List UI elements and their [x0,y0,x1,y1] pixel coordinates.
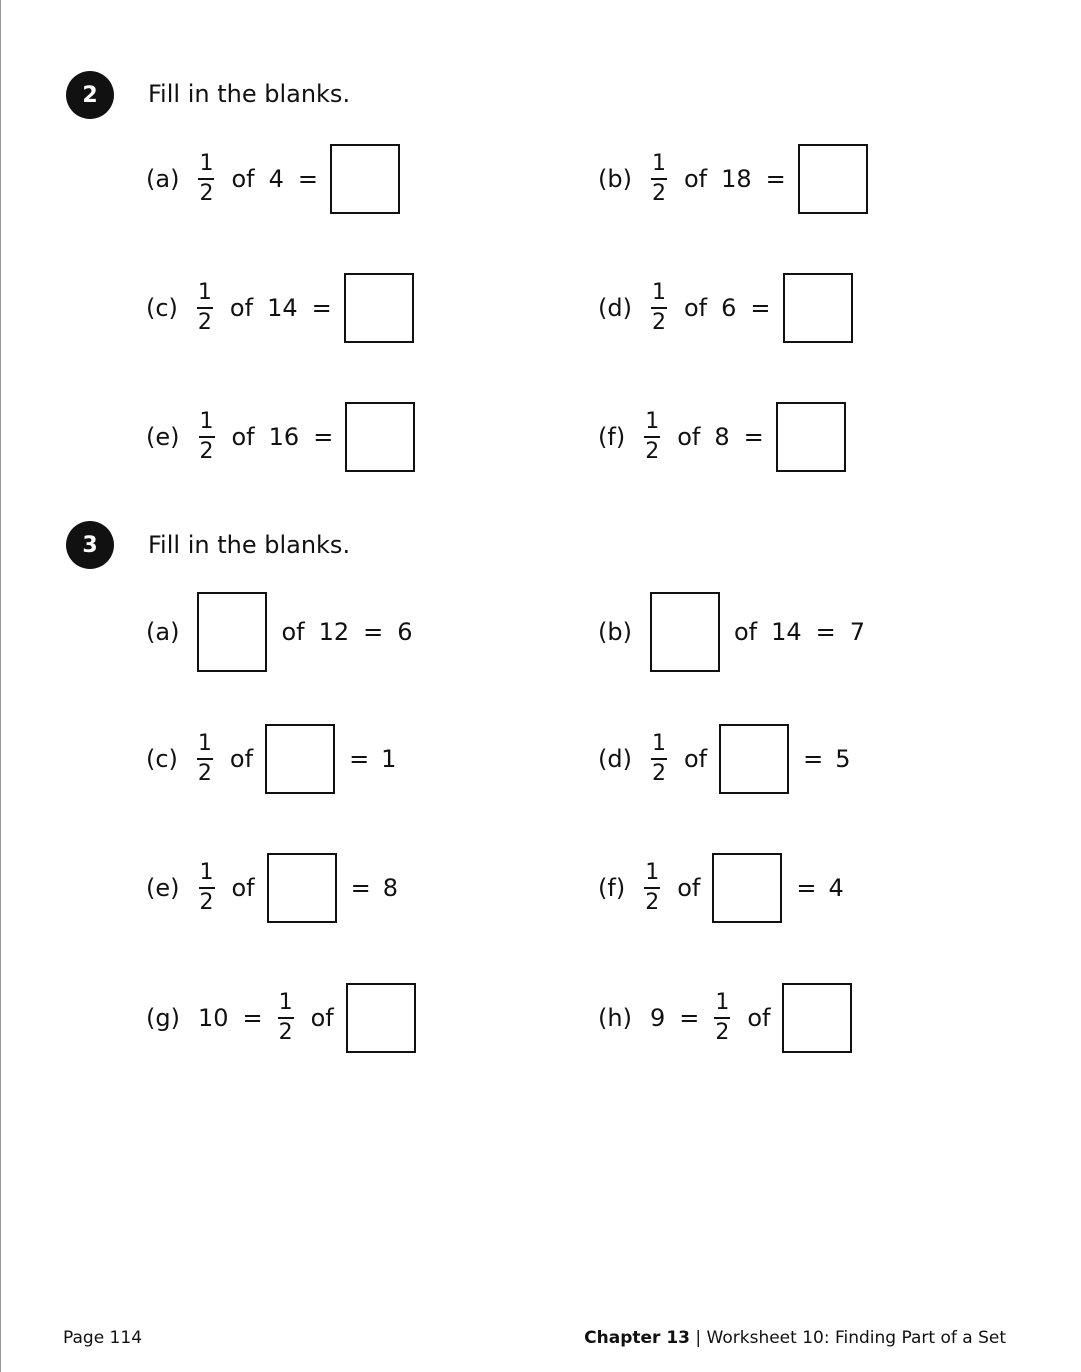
q2-item-f [598,397,846,477]
of-word: of [747,1004,771,1032]
q2-item-e [146,397,415,477]
item-label: (d) [598,294,632,322]
operand-value: 6 [721,294,737,322]
chapter-footer [584,1328,1006,1348]
item-label: (f) [598,423,626,451]
fraction-denominator: 2 [197,310,212,335]
equals-sign: = [815,618,836,646]
fraction-bar [278,1017,294,1019]
of-word: of [677,874,701,902]
q2-item-a [146,139,400,219]
result-value: 1 [381,745,397,773]
item-label: (e) [146,874,180,902]
equals-sign: = [363,618,384,646]
fraction-one-half [650,732,668,786]
worksheet-title: Worksheet 10: Finding Part of a Set [706,1328,1006,1348]
result-value: 8 [382,874,399,902]
fraction-bar [197,307,213,309]
item-label: (a) [146,618,180,646]
fraction-bar [651,178,667,180]
answer-box[interactable] [330,144,400,214]
answer-box[interactable] [719,724,789,794]
question-2-number-badge [66,71,114,119]
fraction-denominator: 2 [199,181,214,206]
equals-sign: = [765,165,786,193]
fraction-one-half [196,281,214,335]
item-label: (c) [146,745,178,773]
operand-value: 12 [318,618,350,646]
operand-value: 8 [714,423,730,451]
equals-sign: = [242,1004,263,1032]
fraction-bar [644,436,660,438]
lhs-value: 10 [197,1004,229,1032]
answer-box[interactable] [776,402,846,472]
result-value: 5 [835,745,851,773]
chapter-label: Chapter 13 [584,1328,690,1348]
fraction-bar [197,758,213,760]
fraction-bar [199,436,215,438]
question-3-number-badge [66,521,114,569]
fraction-bar [199,887,215,889]
fraction-numerator: 1 [278,990,293,1015]
answer-box[interactable] [197,592,267,672]
fraction-one-half [198,861,216,915]
of-word: of [231,423,255,451]
fraction-numerator: 1 [651,731,666,756]
fraction-denominator: 2 [645,890,660,915]
item-label: (e) [146,423,180,451]
item-label: (d) [598,745,632,773]
question-number: 3 [82,532,98,558]
equals-sign: = [297,165,318,193]
fraction-denominator: 2 [651,310,666,335]
item-label: (a) [146,165,180,193]
of-word: of [733,618,758,646]
result-value: 7 [849,618,866,646]
of-word: of [683,294,708,322]
answer-box[interactable] [265,724,335,794]
operand-value: 4 [268,165,284,193]
question-3-instruction: Fill in the blanks. [148,531,351,559]
equals-sign: = [803,745,824,773]
fraction-numerator: 1 [645,860,660,885]
fraction-numerator: 1 [199,409,214,434]
q3-item-e [146,848,398,928]
fraction-numerator: 1 [199,860,214,885]
equals-sign: = [750,294,771,322]
fraction-numerator: 1 [197,280,212,305]
answer-box[interactable] [267,853,337,923]
equals-sign: = [743,423,764,451]
fraction-one-half [643,410,661,464]
answer-box[interactable] [346,983,416,1053]
equals-sign: = [313,423,334,451]
fraction-one-half [650,152,668,206]
item-label: (b) [598,618,632,646]
of-word: of [231,165,255,193]
question-number: 2 [82,82,98,108]
fraction-bar [651,307,667,309]
q3-item-c [146,719,396,799]
equals-sign: = [796,874,817,902]
q2-item-b [598,139,868,219]
fraction-one-half [197,152,215,206]
q3-item-a [146,592,413,672]
fraction-bar [198,178,214,180]
operand-value: 18 [721,165,752,193]
fraction-one-half [277,991,295,1045]
page-edge-line [0,0,1,1372]
answer-box[interactable] [712,853,782,923]
item-label: (h) [598,1004,632,1032]
fraction-one-half [198,410,216,464]
fraction-numerator: 1 [651,151,666,176]
question-2-instruction: Fill in the blanks. [148,80,351,108]
fraction-one-half [643,861,661,915]
fraction-denominator: 2 [199,890,214,915]
q3-item-h [598,978,852,1058]
of-word: of [683,165,708,193]
q3-item-d [598,719,851,799]
of-word: of [231,874,255,902]
item-label: (f) [598,874,626,902]
fraction-one-half [713,991,731,1045]
fraction-bar [644,887,660,889]
answer-box[interactable] [782,983,852,1053]
fraction-numerator: 1 [645,409,660,434]
fraction-one-half [196,732,214,786]
q3-item-f [598,848,844,928]
of-word: of [310,1004,334,1032]
operand-value: 14 [771,618,802,646]
answer-box[interactable] [345,402,415,472]
equals-sign: = [311,294,332,322]
q2-item-d [598,268,853,348]
of-word: of [677,423,701,451]
of-word: of [683,745,708,773]
q2-item-c [146,268,414,348]
footer-separator: | [695,1328,702,1348]
of-word: of [229,745,254,773]
q3-item-b [598,592,865,672]
fraction-denominator: 2 [651,761,666,786]
fraction-denominator: 2 [651,181,666,206]
of-word: of [229,294,254,322]
item-label: (g) [146,1004,180,1032]
fraction-denominator: 2 [278,1020,293,1045]
answer-box[interactable] [344,273,414,343]
of-word: of [281,618,305,646]
fraction-denominator: 2 [197,761,212,786]
operand-value: 16 [268,423,300,451]
fraction-numerator: 1 [715,990,730,1015]
result-value: 6 [397,618,413,646]
fraction-numerator: 1 [199,151,214,176]
fraction-bar [651,758,667,760]
item-label: (c) [146,294,178,322]
operand-value: 14 [267,294,298,322]
equals-sign: = [350,874,371,902]
page-number: Page 114 [63,1328,143,1348]
fraction-numerator: 1 [651,280,666,305]
result-value: 4 [828,874,844,902]
answer-box[interactable] [650,592,720,672]
equals-sign: = [349,745,370,773]
answer-box[interactable] [798,144,868,214]
equals-sign: = [679,1004,700,1032]
q3-item-g [146,978,416,1058]
item-label: (b) [598,165,632,193]
fraction-one-half [650,281,668,335]
answer-box[interactable] [783,273,853,343]
fraction-denominator: 2 [199,439,214,464]
fraction-numerator: 1 [197,731,212,756]
fraction-denominator: 2 [645,439,660,464]
fraction-bar [714,1017,730,1019]
lhs-value: 9 [649,1004,666,1032]
fraction-denominator: 2 [715,1020,730,1045]
